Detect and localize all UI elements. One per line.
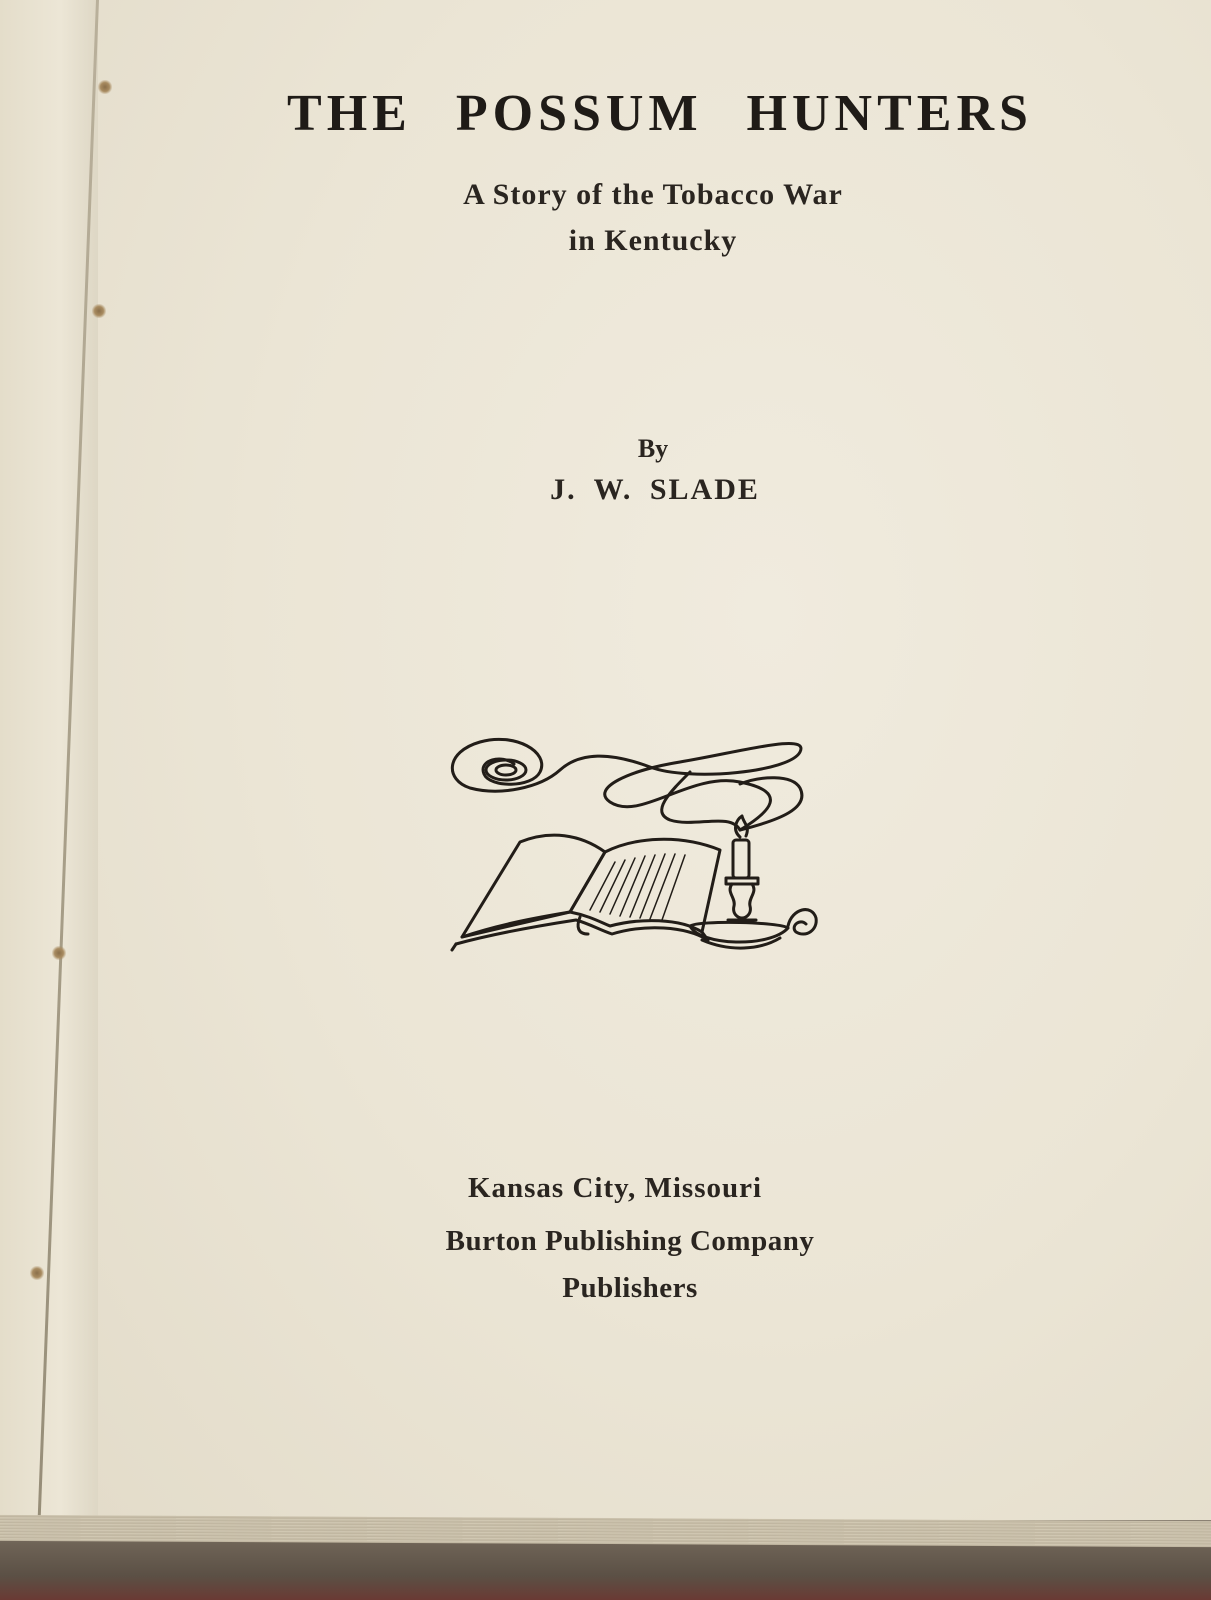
subtitle-line: in Kentucky	[568, 224, 738, 257]
byline-label: By	[637, 434, 669, 463]
binding-thread	[52, 946, 66, 960]
binding-thread	[98, 80, 112, 94]
book-candle-smoke-icon	[440, 712, 830, 972]
binding-thread	[92, 304, 106, 318]
facing-page-edge	[0, 0, 110, 1540]
author-name: J. W. SLADE	[550, 473, 760, 506]
binding-thread	[30, 1266, 44, 1280]
publishers-label: Publishers	[562, 1272, 698, 1304]
publisher-name: Burton Publishing Company	[445, 1225, 815, 1257]
book-title: THE POSSUM HUNTERS	[287, 85, 1033, 142]
publication-place: Kansas City, Missouri	[467, 1172, 763, 1204]
subtitle-line: A Story of the Tobacco War	[463, 178, 843, 211]
book-subtitle	[298, 172, 1008, 264]
